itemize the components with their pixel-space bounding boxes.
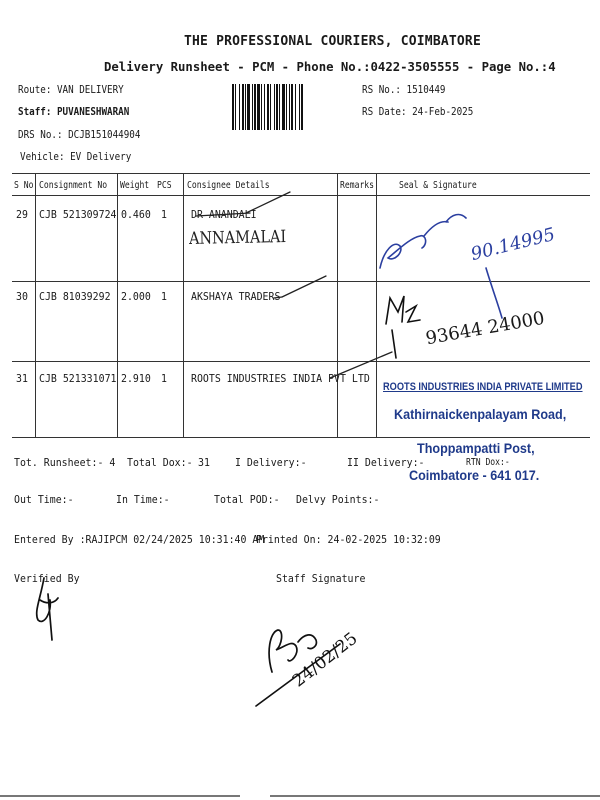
header-weight: Weight (120, 180, 150, 191)
header-consignee: Consignee Details (187, 180, 270, 191)
header-remarks: Remarks (340, 180, 375, 191)
rtn-dox: RTN Dox:- (466, 457, 510, 468)
column-divider (117, 173, 118, 437)
stamp-address-city: Coimbatore - 641 017. (409, 467, 540, 483)
staff-label: Staff: PUVANESHWARAN (18, 106, 130, 118)
column-divider (337, 173, 338, 437)
stamp-company-name: ROOTS INDUSTRIES INDIA PRIVATE LIMITED (383, 381, 583, 393)
barcode (232, 84, 352, 130)
handwritten-phone: 90.14995 (468, 223, 558, 266)
page-edge-mark (0, 795, 600, 797)
entered-by: Entered By :RAJIPCM 02/24/2025 10:31:40 AM (14, 533, 265, 546)
row-weight: 0.460 (121, 208, 151, 221)
row-consignee: DR ANANDALI (191, 208, 257, 221)
route-label: Route: VAN DELIVERY (18, 84, 124, 96)
barcode-bar (303, 84, 304, 130)
header-consignment: Consignment No (39, 180, 108, 191)
signature-row-30 (386, 296, 420, 358)
document-title: THE PROFESSIONAL COURIERS, COIMBATORE (184, 34, 481, 49)
stamp-address-post: Thoppampatti Post, (417, 440, 535, 456)
table-top-border (12, 173, 590, 174)
row-pcs: 1 (161, 372, 167, 385)
handwritten-phone: 93644 24000 (424, 307, 547, 350)
total-pod: Total POD:- (214, 493, 280, 506)
staff-signature-label: Staff Signature (276, 572, 366, 585)
column-divider (183, 173, 184, 437)
row-consignment: CJB 81039292 (39, 290, 111, 303)
row-consignee: ROOTS INDUSTRIES INDIA PVT LTD (191, 372, 370, 385)
verified-by-label: Verified By (14, 572, 80, 585)
row-consignment: CJB 521309724 (39, 208, 117, 221)
rs-date: RS Date: 24-Feb-2025 (362, 106, 474, 118)
table-bottom-border (12, 437, 590, 438)
column-divider (35, 173, 36, 437)
delivery-points: Delvy Points:- (296, 493, 380, 506)
vehicle-label: Vehicle: EV Delivery (20, 151, 132, 163)
printed-on: Printed On: 24-02-2025 10:32:09 (256, 533, 441, 546)
rs-number: RS No.: 1510449 (362, 84, 446, 96)
total-runsheet: Tot. Runsheet:- 4 (14, 456, 116, 469)
total-dox-value: 31 (198, 456, 210, 469)
in-time: In Time:- (116, 493, 170, 506)
row-divider (12, 281, 590, 282)
row-pcs: 1 (161, 290, 167, 303)
row-sno: 30 (16, 290, 28, 303)
verified-by-signature (37, 578, 58, 640)
signature-row-29 (380, 215, 502, 318)
out-time: Out Time:- (14, 493, 74, 506)
column-divider (376, 173, 377, 437)
header-sno: S No (14, 180, 34, 191)
header-pcs: PCS (157, 180, 172, 191)
signature-date: 24/02/25 (288, 628, 362, 692)
row-weight: 2.910 (121, 372, 151, 385)
total-dox-label: Total Dox:- (127, 456, 193, 469)
header-seal: Seal & Signature (399, 180, 477, 191)
ii-delivery: II Delivery:- (347, 456, 425, 469)
handwritten-name: ANNAMALAI (188, 227, 287, 249)
stamp-address-road: Kathirnaickenpalayam Road, (394, 406, 567, 422)
row-sno: 29 (16, 208, 28, 221)
drs-number: DRS No.: DCJB151044904 (18, 129, 141, 141)
table-header-border (12, 195, 590, 196)
row-pcs: 1 (161, 208, 167, 221)
strike-line (282, 276, 326, 297)
document-subtitle: Delivery Runsheet - PCM - Phone No.:0422-3505555 - Page No.:4 (104, 60, 556, 74)
row-consignment: CJB 521331071 (39, 372, 117, 385)
row-weight: 2.000 (121, 290, 151, 303)
row-divider (12, 361, 590, 362)
i-delivery: I Delivery:- (235, 456, 307, 469)
row-consignee: AKSHAYA TRADERS (191, 290, 281, 303)
row-sno: 31 (16, 372, 28, 385)
